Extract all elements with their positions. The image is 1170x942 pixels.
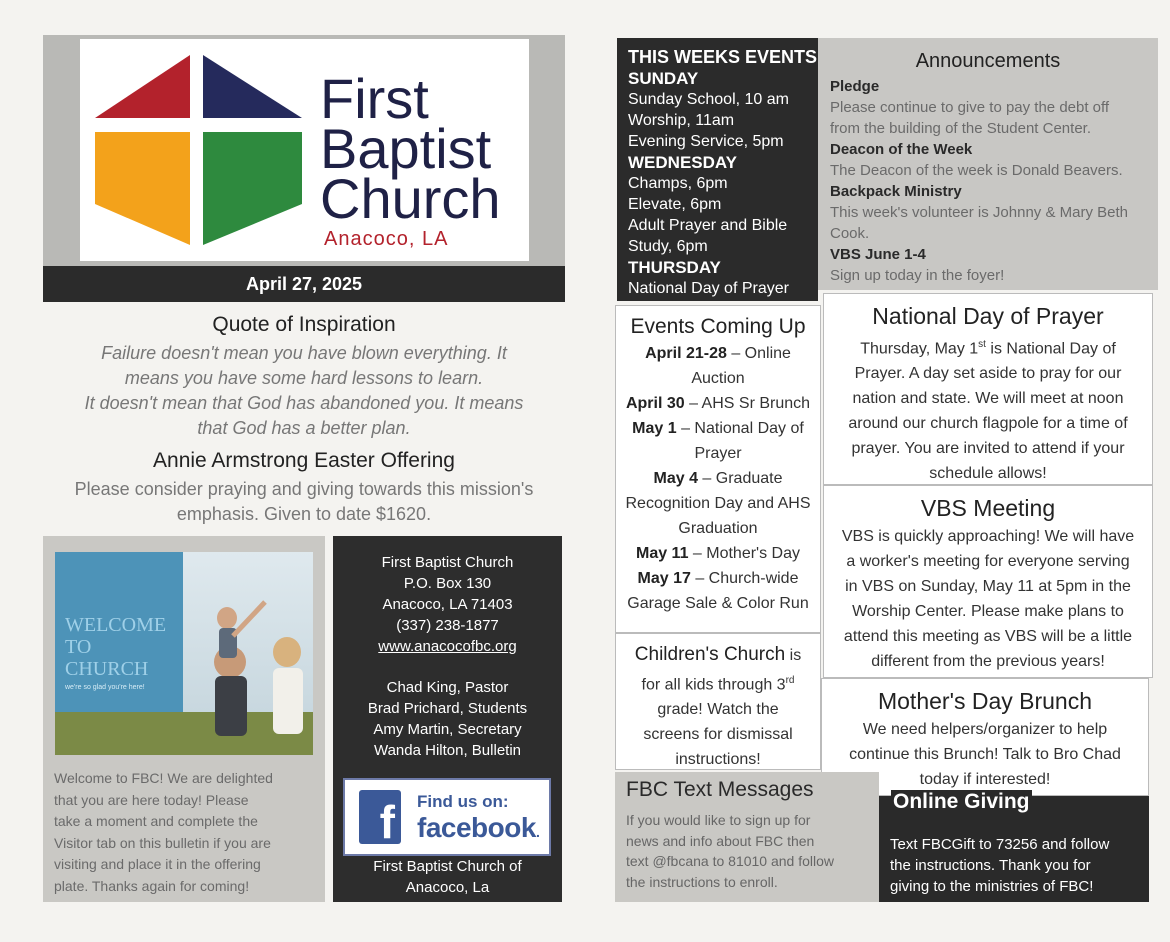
coming-date: May 11 (635, 545, 689, 562)
welcome-line: take a moment and complete the (54, 813, 258, 829)
childrens-church-line (616, 642, 820, 668)
welcome-line: plate. Thanks again for coming! (54, 877, 250, 894)
coming-desc: – National Day of (676, 420, 804, 437)
mdb-line: continue this Brunch! Talk to Bro Chad (849, 746, 1121, 763)
coming-up-title: Events Coming Up (630, 315, 806, 338)
giving-line: Text FBCGift to 73256 and follow (890, 836, 1110, 853)
deacon-text: The Deacon of the week is Donald Beavers. (830, 162, 1123, 179)
quote-line: means you have some hard lessons to learn. (124, 368, 484, 388)
vbs-line: Worship Center. Please make plans to (852, 603, 1124, 620)
offering-text (43, 477, 565, 527)
online-giving-title: Online Giving (893, 790, 1030, 813)
backpack-text: Cook. (830, 225, 870, 242)
logo-first: First (320, 67, 429, 130)
quote-title: Quote of Inspiration (212, 313, 396, 336)
contact-panel (333, 536, 562, 902)
event-item: National Day of Prayer (628, 280, 789, 297)
text-messages-line: text @fbcana to 81010 and follow (626, 853, 835, 869)
childrens-church-line (616, 668, 820, 697)
mdb-line: today if interested! (919, 771, 1051, 788)
contact-name: First Baptist Church (381, 554, 514, 571)
giving-line: giving to the ministries of FBC! (890, 878, 1094, 895)
online-giving-text (890, 834, 1140, 897)
coming-item-cont: Graduation (678, 520, 758, 537)
coming-date: May 17 (637, 570, 691, 587)
staff-pastor: Chad King, Pastor (386, 679, 509, 696)
welcome-panel (43, 536, 325, 902)
childrens-church-text: is (785, 647, 802, 664)
coming-item-cont: Recognition Day and AHS (625, 495, 811, 512)
vbs-line: different from the previous years! (871, 653, 1105, 670)
ndp-text: is National Day of (985, 340, 1116, 358)
coming-item (616, 466, 820, 491)
welcome-line: that you are here today! Please (54, 791, 249, 808)
coming-date: May 4 (653, 470, 698, 487)
quote-text (43, 341, 565, 441)
welcome-sign-text: CHURCH (65, 658, 149, 680)
family-photo-illustration (55, 552, 313, 755)
contact-phone: (337) 238-1877 (396, 617, 499, 634)
childrens-church-line: grade! Watch the (657, 701, 779, 719)
offering-line: Please consider praying and giving towards this mission's (74, 479, 534, 499)
events-day-wednesday: WEDNESDAY (628, 153, 737, 172)
contact-city: Anacoco, LA 71403 (382, 596, 513, 613)
vbs-line: a worker's meeting for everyone serving (846, 553, 1130, 570)
logo-church: Church (320, 167, 501, 230)
vbs-line: VBS is quickly approaching! We will have (841, 528, 1135, 545)
coming-desc: – Graduate (697, 470, 783, 487)
offering-line: emphasis. Given to date $1620. (176, 504, 432, 524)
coming-item-cont: Prayer (694, 445, 742, 462)
vbs-line: in VBS on Sunday, May 11 at 5pm in the (845, 578, 1131, 595)
vbs-announcement-heading: VBS June 1-4 (830, 246, 926, 263)
welcome-text (54, 768, 316, 897)
event-item: Adult Prayer and Bible (628, 217, 788, 234)
ndp-line (832, 332, 1144, 361)
welcome-photo (55, 552, 313, 755)
event-item: Elevate, 6pm (628, 196, 722, 213)
ndp-text: Thursday, May 1 (860, 340, 979, 358)
welcome-line: Welcome to FBC! We are delighted (54, 770, 273, 786)
ndp-line: nation and state. We will meet at noon (852, 390, 1124, 408)
coming-item-cont: Auction (691, 370, 745, 387)
ndp-sup: st (978, 339, 986, 350)
coming-item-cont: Garage Sale & Color Run (627, 595, 809, 612)
vbs-body (824, 524, 1152, 674)
welcome-line: Visitor tab on this bulletin if you are (54, 834, 271, 851)
coming-item (616, 566, 820, 591)
event-item: Worship, 11am (628, 112, 735, 129)
events-title: THIS WEEKS EVENTS (628, 47, 818, 67)
online-giving-panel (879, 790, 1149, 902)
coming-desc: – AHS Sr Brunch (684, 395, 811, 412)
facebook-wordmark-text: facebook (417, 812, 536, 843)
ndp-line: Prayer. A day set aside to pray for our (854, 365, 1122, 383)
contact-po: P.O. Box 130 (403, 575, 492, 592)
ndp-body (824, 332, 1152, 486)
staff-secretary: Amy Martin, Secretary (373, 721, 522, 738)
event-item: Sunday School, 10 am (628, 91, 789, 108)
facebook-wordmark (417, 812, 539, 844)
text-messages-line: news and info about FBC then (626, 832, 815, 849)
ndp-line: schedule allows! (929, 465, 1047, 483)
coming-desc: – Mother's Day (688, 545, 801, 562)
event-item: Champs, 6pm (628, 175, 728, 192)
staff-students: Brad Prichard, Students (367, 700, 528, 717)
event-item: Evening Service, 5pm (628, 133, 784, 150)
childrens-church-line: instructions! (675, 751, 761, 769)
vbs-meeting-panel (823, 485, 1153, 678)
contact-website-link[interactable]: www.anacocofbc.org (378, 638, 517, 655)
ndp-title: National Day of Prayer (872, 303, 1104, 329)
facebook-page-location: Anacoco, La (405, 879, 490, 896)
quote-line: Failure doesn't mean you have blown everything. It (101, 343, 507, 363)
vbs-line: attend this meeting as VBS will be a little (843, 628, 1133, 645)
facebook-page-name: First Baptist Church of (373, 858, 522, 875)
coming-desc: – Online (726, 345, 791, 362)
mdb-line: We need helpers/organizer to help (862, 721, 1108, 738)
vbs-announcement-text: Sign up today in the foyer! (830, 267, 1005, 284)
text-messages-line: the instructions to enroll. (626, 873, 778, 890)
childrens-church-title: Children's Church (634, 644, 786, 665)
this-weeks-events-panel (617, 38, 818, 301)
ndp-line: around our church flagpole for a time of (848, 415, 1128, 433)
mdb-title: Mother's Day Brunch (877, 688, 1093, 714)
backpack-heading: Backpack Ministry (830, 183, 962, 200)
childrens-church-panel (615, 633, 821, 770)
facebook-icon: f (359, 790, 401, 844)
coming-item (616, 391, 820, 416)
facebook-find-label: Find us on: (417, 792, 509, 811)
coming-item (616, 416, 820, 441)
church-logo (80, 39, 529, 261)
logo-location: Anacoco, LA (324, 228, 449, 250)
text-messages-panel (615, 772, 879, 902)
facebook-wordmark-dot: . (535, 824, 540, 840)
national-day-of-prayer-panel (823, 293, 1153, 485)
coming-desc: – Church-wide (690, 570, 799, 587)
childrens-church-sup: rd (785, 675, 795, 686)
coming-date: April 21-28 (645, 345, 727, 362)
welcome-sign-text: TO (65, 636, 92, 658)
cross-house-icon (80, 39, 310, 261)
welcome-sign-subtext: we're so glad you're here! (65, 684, 145, 691)
pledge-heading: Pledge (830, 78, 880, 95)
coming-date: May 1 (632, 420, 677, 437)
vbs-title: VBS Meeting (920, 495, 1056, 521)
deacon-heading: Deacon of the Week (830, 141, 973, 158)
ndp-line: prayer. You are invited to attend if your (851, 440, 1125, 458)
quote-line: that God has a better plan. (197, 418, 411, 438)
bulletin-date: April 27, 2025 (43, 266, 565, 302)
logo-baptist: Baptist (320, 117, 492, 180)
events-day-sunday: SUNDAY (628, 69, 699, 88)
childrens-church-line: screens for dismissal (643, 726, 793, 744)
coming-date: April 30 (625, 395, 685, 412)
event-item: Study, 6pm (628, 238, 708, 255)
events-day-thursday: THURSDAY (628, 258, 721, 277)
announcements-panel (818, 38, 1158, 290)
facebook-badge[interactable] (343, 778, 551, 856)
offering-title: Annie Armstrong Easter Offering (153, 449, 455, 472)
quote-line: It doesn't mean that God has abandoned you. It means (84, 393, 524, 413)
pledge-text: from the building of the Student Center. (830, 120, 1091, 137)
backpack-text: This week's volunteer is Johnny & Mary Beth (830, 204, 1128, 221)
pledge-text: Please continue to give to pay the debt off (830, 99, 1110, 116)
childrens-church-text: for all kids through 3 (641, 676, 786, 694)
text-messages-line: If you would like to sign up for (626, 812, 811, 828)
events-coming-up-panel (615, 305, 821, 633)
staff-bulletin: Wanda Hilton, Bulletin (373, 742, 522, 759)
coming-item (616, 541, 820, 566)
logo-banner (43, 35, 565, 267)
welcome-sign-text: WELCOME (65, 614, 167, 636)
announcements-title: Announcements (915, 50, 1061, 72)
text-messages-title: FBC Text Messages (626, 778, 814, 801)
welcome-line: visiting and place it in the offering (54, 856, 261, 872)
giving-line: the instructions. Thank you for (890, 857, 1091, 874)
coming-item (616, 341, 820, 366)
